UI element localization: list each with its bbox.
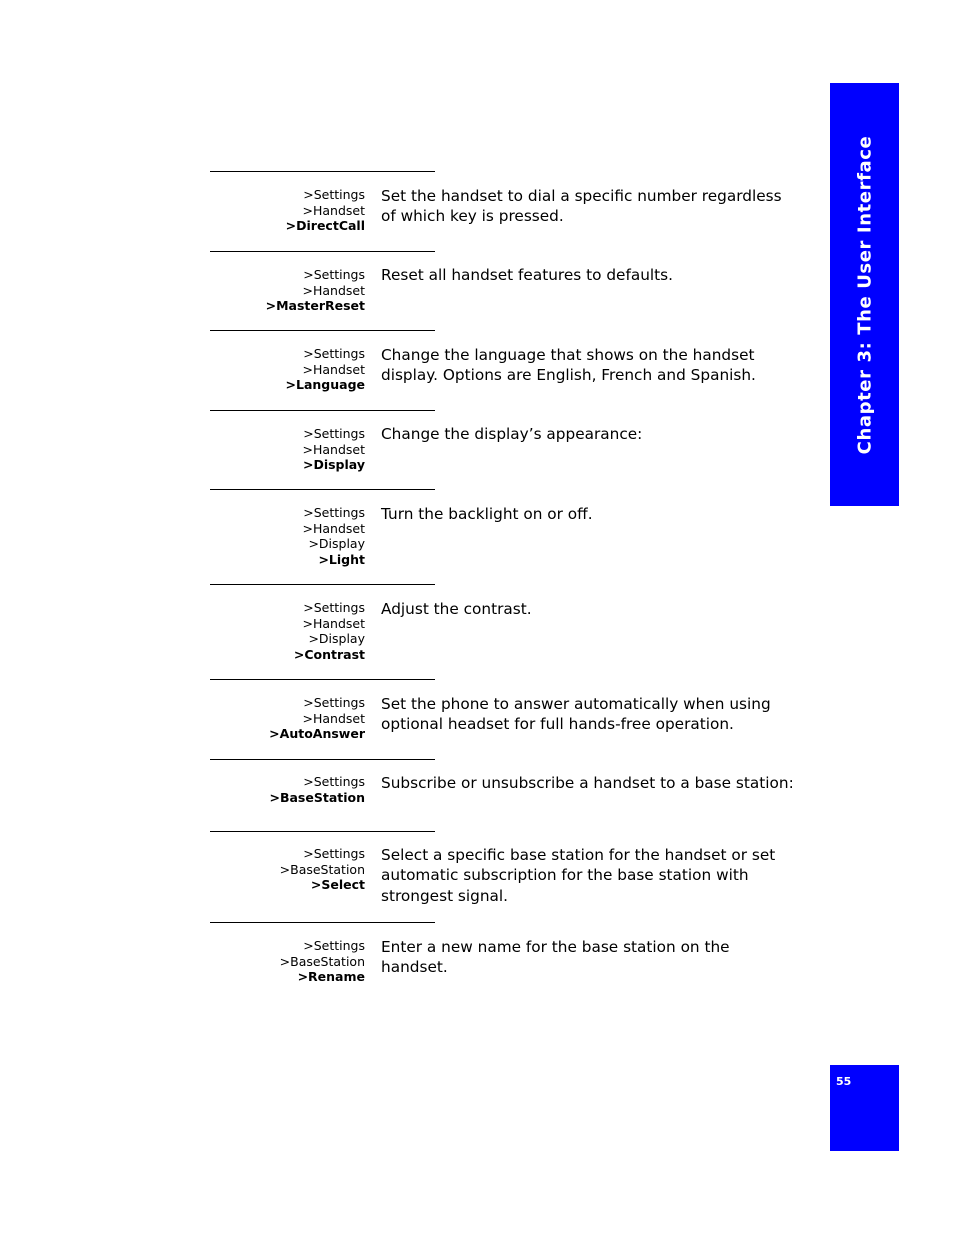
path-step: >BaseStation — [279, 861, 365, 877]
path-step: >Handset — [302, 202, 365, 218]
path-step: >Display — [308, 536, 365, 552]
divider — [210, 171, 435, 172]
menu-path — [210, 695, 365, 742]
path-step-current: >Rename — [297, 969, 365, 985]
chapter-title: Chapter 3: The User Interface — [854, 135, 875, 454]
path-step: >Settings — [303, 695, 365, 710]
path-step-current: >Display — [302, 457, 365, 473]
entry-description: Enter a new name for the base station on the handset. — [381, 938, 730, 977]
path-step-current: >Light — [318, 552, 365, 568]
entry-description: Subscribe or unsubscribe a handset to a base station: — [381, 774, 794, 792]
divider — [210, 922, 435, 923]
entry-description: Set the handset to dial a specific number regardless of which key is pressed. — [381, 187, 782, 226]
menu-path — [210, 426, 365, 473]
entry-description: Set the phone to answer automatically when using optional headset for full hands-free operation. — [381, 695, 771, 734]
path-step: >Settings — [303, 505, 365, 520]
path-step-current: >MasterReset — [265, 298, 365, 314]
page-number-tab — [830, 1065, 899, 1151]
menu-path — [210, 600, 365, 663]
path-step: >Settings — [303, 774, 365, 789]
divider — [210, 679, 435, 680]
path-step: >Handset — [302, 520, 365, 536]
path-step: >Settings — [303, 846, 365, 861]
divider — [210, 410, 435, 411]
menu-path — [210, 774, 365, 805]
divider — [210, 759, 435, 760]
menu-path — [210, 505, 365, 568]
path-step: >Handset — [302, 361, 365, 377]
entry-description: Change the language that shows on the handset display. Options are English, French and Spanish. — [381, 346, 756, 385]
path-step: >BaseStation — [279, 953, 365, 969]
divider — [210, 251, 435, 252]
path-step-current: >Select — [310, 877, 365, 893]
path-step: >Handset — [302, 441, 365, 457]
menu-path — [210, 938, 365, 985]
menu-path — [210, 846, 365, 893]
path-step-current: >Language — [285, 377, 365, 393]
divider — [210, 330, 435, 331]
path-step: >Settings — [303, 426, 365, 441]
path-step: >Handset — [302, 615, 365, 631]
menu-path — [210, 187, 365, 234]
path-step-current: >BaseStation — [269, 789, 365, 805]
path-step: >Settings — [303, 600, 365, 615]
path-step: >Settings — [303, 187, 365, 202]
path-step-current: >DirectCall — [285, 218, 365, 234]
entry-description: Turn the backlight on or off. — [381, 505, 593, 523]
entry-description: Change the display’s appearance: — [381, 425, 643, 443]
page-number: 55 — [836, 1075, 852, 1088]
path-step: >Display — [308, 631, 365, 647]
path-step: >Settings — [303, 267, 365, 282]
divider — [210, 489, 435, 490]
path-step: >Settings — [303, 346, 365, 361]
entry-description: Select a specific base station for the handset or set automatic subscription for the base station with strongest signal. — [381, 846, 776, 905]
entry-description: Reset all handset features to defaults. — [381, 266, 673, 284]
path-step-current: >AutoAnswer — [269, 726, 365, 742]
path-step: >Settings — [303, 938, 365, 953]
path-step: >Handset — [302, 282, 365, 298]
divider — [210, 831, 435, 832]
chapter-tab — [830, 83, 899, 506]
menu-path — [210, 346, 365, 393]
entry-description: Adjust the contrast. — [381, 600, 532, 618]
divider — [210, 584, 435, 585]
path-step-current: >Contrast — [293, 647, 365, 663]
path-step: >Handset — [302, 710, 365, 726]
menu-path — [210, 267, 365, 314]
